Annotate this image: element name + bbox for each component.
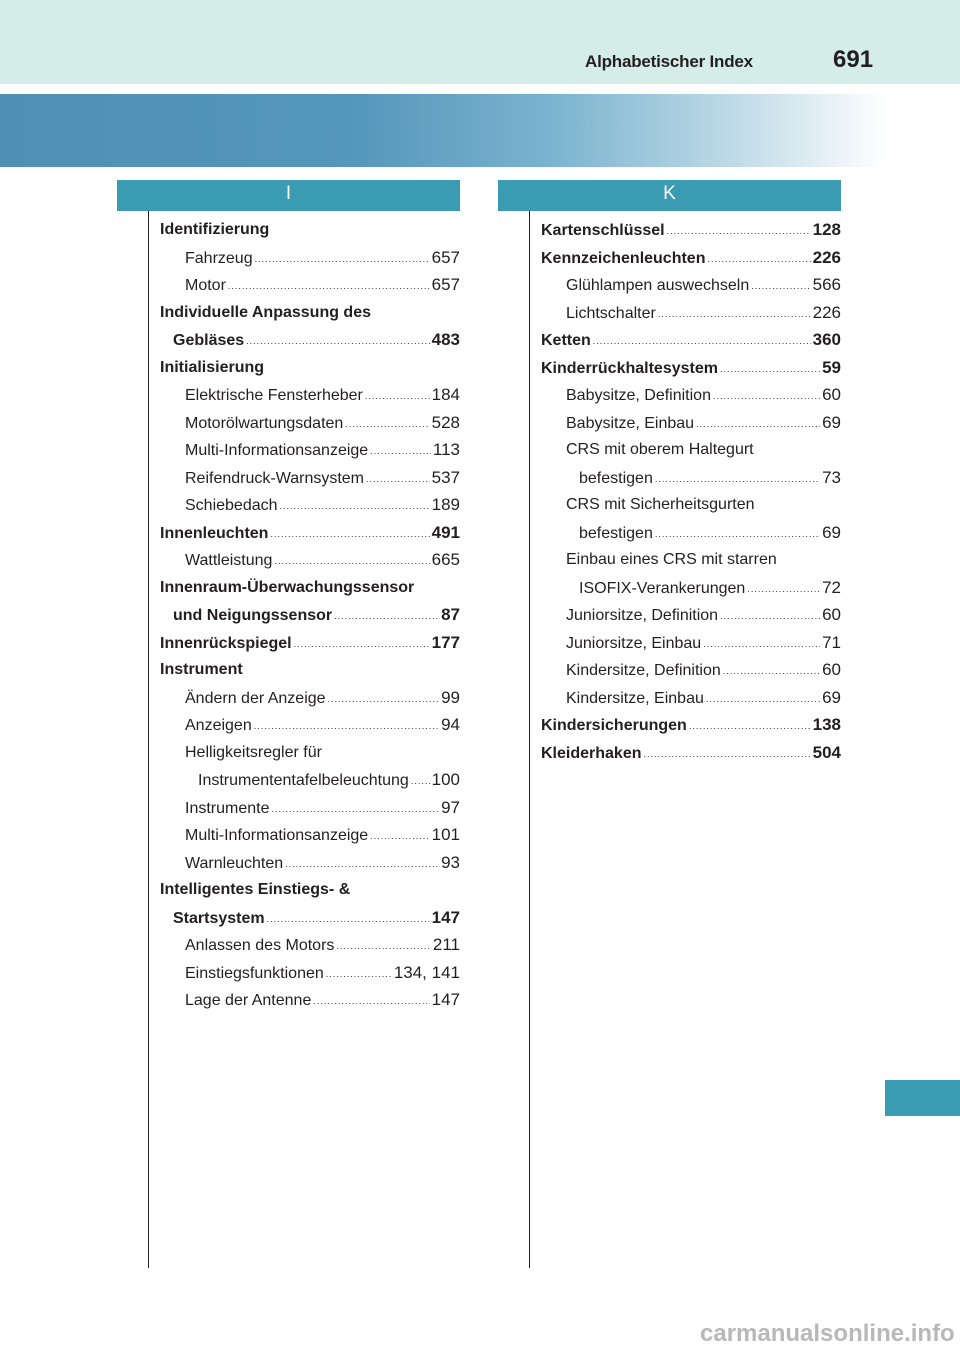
dot-leader — [593, 328, 811, 356]
index-entry-term: Anlassen des Motors — [185, 937, 335, 954]
index-entry — [541, 629, 841, 657]
index-entry — [541, 381, 841, 409]
column-rule-left — [148, 211, 149, 1268]
index-entry-page[interactable]: 99 — [441, 687, 460, 707]
index-entry-term: Motorölwartungsdaten — [185, 414, 344, 432]
index-entry — [160, 519, 460, 547]
index-entry-term: Lichtschalter — [566, 304, 656, 322]
index-entry-term: Einstiegsfunktionen — [185, 964, 324, 982]
dot-leader — [713, 383, 820, 411]
column-rule-right — [529, 211, 530, 1268]
index-entry-page[interactable]: 87 — [441, 605, 460, 624]
index-entry-page[interactable]: 60 — [822, 605, 841, 624]
index-entry — [160, 464, 460, 492]
index-entry-term: Schiebedach — [185, 497, 278, 514]
header-band — [0, 0, 960, 84]
index-entry-page[interactable]: 72 — [822, 577, 841, 597]
index-entry-page[interactable]: 537 — [431, 467, 460, 487]
letter-header-k: K — [498, 180, 841, 211]
index-entry-term: Innenrückspiegel — [160, 634, 292, 652]
dot-leader — [667, 218, 811, 246]
index-entry — [160, 326, 460, 354]
index-entry — [160, 574, 460, 602]
index-entry-term: Wattleistung — [185, 552, 273, 569]
index-entry-term: Babysitze, Einbau — [566, 414, 695, 432]
index-entry-term: Elektrische Fensterheber — [185, 387, 363, 404]
index-entry-page[interactable]: 360 — [812, 330, 841, 349]
index-entry — [160, 821, 460, 849]
index-entry — [160, 354, 460, 382]
index-entry — [541, 271, 841, 299]
dot-leader — [703, 631, 820, 659]
index-entry-term: Gebläses — [173, 332, 245, 349]
index-entry-page[interactable]: 528 — [431, 412, 460, 432]
index-entry — [541, 409, 841, 437]
index-entry-page[interactable]: 100 — [431, 770, 460, 789]
index-entry — [160, 546, 460, 574]
index-entry — [160, 491, 460, 519]
index-entry-page[interactable]: 226 — [812, 302, 841, 322]
index-entry — [160, 959, 460, 987]
index-entry-page[interactable]: 69 — [822, 687, 841, 707]
dot-leader — [751, 273, 810, 301]
dot-leader — [643, 741, 810, 769]
index-entry — [160, 711, 460, 739]
index-entry — [541, 684, 841, 712]
index-entry-term: CRS mit Sicherheitsgurten — [566, 496, 755, 513]
index-entry-term: Innenraum-Überwachungssensor — [160, 578, 415, 596]
dot-leader — [326, 961, 392, 989]
dot-leader — [370, 438, 431, 466]
index-entry-term: Juniorsitze, Definition — [566, 607, 719, 624]
dot-leader — [274, 548, 429, 576]
page-title: Alphabetischer Index — [585, 52, 753, 71]
index-entry — [160, 766, 460, 794]
index-entry — [541, 326, 841, 354]
index-entry — [541, 216, 841, 244]
index-entry — [160, 684, 460, 712]
index-entry-page[interactable]: 491 — [431, 522, 460, 542]
index-entry-term: Instrumente — [185, 799, 270, 817]
index-entry-term: Startsystem — [173, 909, 265, 927]
dot-leader — [658, 301, 811, 329]
index-column-k — [541, 216, 841, 766]
index-entry-term: Instrumententafelbeleuchtung — [198, 772, 409, 789]
index-entry-term: Initialisierung — [160, 358, 265, 376]
index-entry — [160, 739, 460, 767]
index-entry — [541, 711, 841, 739]
dot-leader — [294, 631, 430, 659]
index-entry — [541, 354, 841, 382]
index-entry-page[interactable]: 113 — [432, 440, 460, 459]
dot-leader — [246, 328, 429, 356]
index-entry-term: Identifizierung — [160, 221, 270, 238]
chapter-tab — [885, 1080, 960, 1116]
dot-leader — [696, 411, 820, 439]
index-entry — [160, 656, 460, 684]
index-entry-page[interactable]: 211 — [432, 935, 460, 954]
index-entry — [160, 436, 460, 464]
index-entry — [541, 601, 841, 629]
dot-leader — [720, 603, 820, 631]
index-entry — [160, 299, 460, 327]
dot-leader — [365, 383, 430, 411]
dot-leader — [655, 466, 820, 494]
index-entry — [160, 601, 460, 629]
index-entry — [160, 931, 460, 959]
index-entry-page[interactable]: 657 — [431, 247, 460, 267]
letter-header-i: I — [117, 180, 460, 211]
index-entry-page[interactable]: 147 — [431, 990, 460, 1009]
index-entry-term: Motor — [185, 277, 226, 294]
dot-leader — [328, 686, 440, 714]
index-entry — [541, 491, 841, 519]
dot-leader — [267, 906, 430, 934]
index-entry — [541, 574, 841, 602]
index-entry-term: ISOFIX-Verankerungen — [579, 579, 746, 597]
index-entry-page[interactable]: 504 — [812, 742, 841, 762]
index-entry-page[interactable]: 657 — [431, 275, 460, 294]
index-entry-term: Einbau eines CRS mit starren — [566, 551, 777, 568]
index-entry — [160, 849, 460, 877]
dot-leader — [285, 851, 439, 879]
index-entry-page[interactable]: 665 — [431, 550, 460, 569]
index-entry — [541, 519, 841, 547]
index-entry — [541, 299, 841, 327]
index-column-i — [160, 216, 460, 1014]
index-entry — [160, 794, 460, 822]
index-entry-term: Kindersitze, Einbau — [566, 689, 704, 707]
index-entry-term: Helligkeitsregler für — [185, 743, 322, 761]
index-entry — [160, 409, 460, 437]
index-entry — [160, 216, 460, 244]
dot-leader — [366, 466, 430, 494]
dot-leader — [255, 246, 430, 274]
index-entry-term: Kindersitze, Definition — [566, 662, 721, 679]
index-entry-term: Multi-Informationsanzeige — [185, 442, 369, 459]
dot-leader — [706, 686, 820, 714]
index-entry-term: Warnleuchten — [185, 854, 284, 872]
index-entry-term: Fahrzeug — [185, 249, 253, 267]
index-entry-page[interactable]: 138 — [812, 715, 841, 734]
index-entry-page[interactable]: 177 — [431, 632, 460, 652]
index-entry — [160, 271, 460, 299]
index-entry-page[interactable]: 71 — [822, 632, 841, 652]
index-entry — [541, 244, 841, 272]
index-entry-term: Babysitze, Definition — [566, 387, 711, 404]
index-entry-term: Reifendruck-Warnsystem — [185, 469, 365, 487]
dot-leader — [723, 658, 820, 686]
index-entry — [160, 244, 460, 272]
index-entry-page[interactable]: 97 — [441, 797, 460, 817]
index-entry-term: Multi-Informationsanzeige — [185, 827, 369, 844]
index-entry-term: Kennzeichenleuchten — [541, 249, 706, 267]
dot-leader — [271, 796, 439, 824]
dot-leader — [228, 273, 430, 301]
index-entry-page[interactable]: 93 — [441, 852, 460, 872]
dot-leader — [345, 411, 429, 439]
dot-leader — [689, 713, 811, 741]
dot-leader — [370, 823, 429, 851]
index-entry-term: Intelligentes Einstiegs- & — [160, 881, 351, 898]
index-entry-term: Kleiderhaken — [541, 744, 642, 762]
index-entry — [541, 464, 841, 492]
index-entry — [160, 986, 460, 1014]
index-entry — [160, 876, 460, 904]
index-entry — [541, 739, 841, 767]
index-entry-term: Juniorsitze, Einbau — [566, 634, 702, 652]
index-entry-page[interactable]: 69 — [822, 522, 841, 542]
index-entry-term: CRS mit oberem Haltegurt — [566, 441, 754, 458]
index-entry — [160, 904, 460, 932]
index-entry-page[interactable]: 60 — [822, 660, 841, 679]
dot-leader — [313, 988, 429, 1016]
dot-leader — [270, 521, 429, 549]
index-entry — [160, 629, 460, 657]
index-entry-page[interactable]: 184 — [431, 385, 460, 404]
index-entry-term: Instrument — [160, 661, 243, 678]
dot-leader — [747, 576, 820, 604]
dot-leader — [280, 493, 430, 521]
index-entry-term: befestigen — [579, 524, 653, 542]
index-entry-term: Glühlampen auswechseln — [566, 277, 750, 294]
index-entry-term: befestigen — [579, 469, 653, 487]
index-entry-page[interactable]: 101 — [431, 825, 460, 844]
index-entry-page[interactable]: 226 — [812, 247, 841, 267]
index-entry-term: Innenleuchten — [160, 524, 269, 542]
watermark: carmanualsonline.info — [700, 1320, 955, 1347]
index-entry-term: Individuelle Anpassung des — [160, 303, 371, 321]
index-entry-term: Kartenschlüssel — [541, 222, 665, 239]
index-entry — [541, 546, 841, 574]
dot-leader — [334, 603, 439, 631]
dot-leader — [655, 521, 820, 549]
index-entry-term: Lage der Antenne — [185, 992, 312, 1009]
index-entry-term: Kinderrückhaltesystem — [541, 359, 718, 377]
index-entry-page[interactable]: 134, 141 — [393, 962, 460, 982]
index-entry-page[interactable]: 147 — [431, 907, 460, 927]
index-entry-page[interactable]: 60 — [822, 385, 841, 404]
index-entry-page[interactable]: 483 — [431, 330, 460, 349]
index-entry-term: Ketten — [541, 332, 591, 349]
dot-leader — [254, 713, 439, 741]
index-entry-page[interactable]: 69 — [822, 412, 841, 432]
index-entry — [541, 656, 841, 684]
page-number: 691 — [833, 46, 874, 73]
index-entry-page[interactable]: 94 — [441, 715, 460, 734]
index-entry-term: Kindersicherungen — [541, 717, 687, 734]
index-entry-page[interactable]: 566 — [812, 275, 841, 294]
index-entry — [160, 381, 460, 409]
index-entry-term: Ändern der Anzeige — [185, 689, 326, 707]
index-entry-term: Anzeigen — [185, 717, 252, 734]
dot-leader — [411, 768, 430, 796]
index-entry-page[interactable]: 128 — [812, 220, 841, 239]
dot-leader — [720, 356, 820, 384]
decorative-gradient-bar — [0, 94, 888, 167]
index-entry-page[interactable]: 73 — [822, 467, 841, 487]
index-entry-term: und Neigungssensor — [173, 607, 333, 624]
index-entry-page[interactable]: 189 — [431, 495, 460, 514]
index-entry-page[interactable]: 59 — [822, 357, 841, 377]
dot-leader — [336, 933, 430, 961]
index-entry — [541, 436, 841, 464]
dot-leader — [707, 246, 810, 274]
